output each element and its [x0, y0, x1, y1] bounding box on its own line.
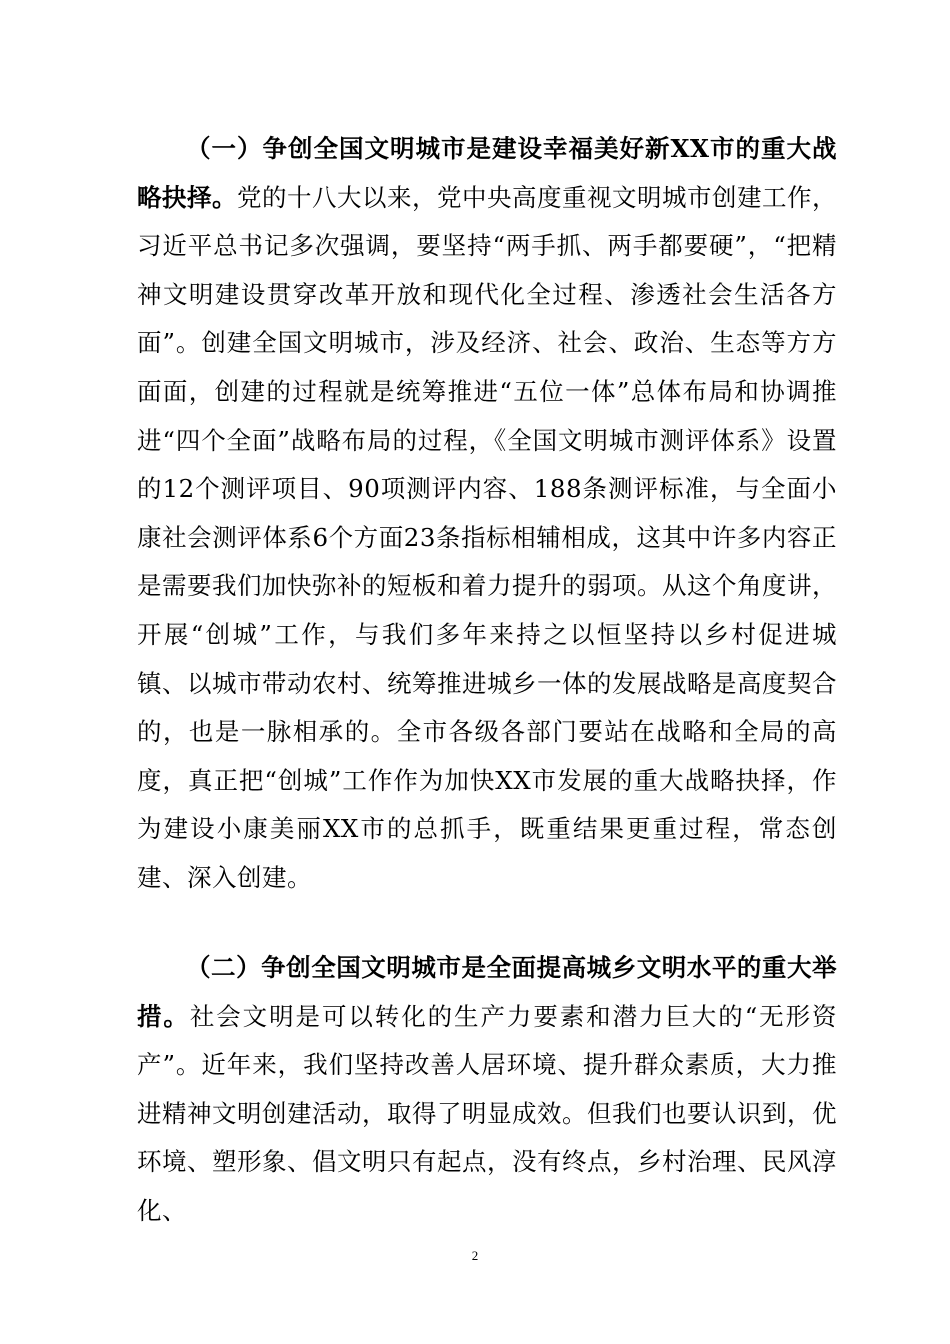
paragraph-1-heading: （一）争创全国文明城市是建设幸福美好新XX市的重大战略抉择。: [137, 134, 837, 212]
paragraph-1: [137, 125, 837, 903]
paragraph-2-heading: （二）争创全国文明城市是全面提高城乡文明水平的重大举措。: [137, 953, 837, 1031]
paragraph-2-body: 社会文明是可以转化的生产力要素和潜力巨大的“无形资产”。近年来，我们坚持改善人居环境、提升群众素质，大力推进精神文明创建活动，取得了明显成效。但我们也要认识到，优环境、塑形象、倡文明只有起点，没有终点，乡村治理、民风淳化、: [137, 1001, 837, 1225]
paragraph-2: [137, 944, 837, 1236]
paragraph-1-body: 党的十八大以来，党中央高度重视文明城市创建工作，习近平总书记多次强调，要坚持“两手抓、两手都要硬”，“把精神文明建设贯穿改革开放和现代化全过程、渗透社会生活各方面”。创建全国文明城市，涉及经济、社会、政治、生态等方方面面，创建的过程就是统筹推进“五位一体”总体布局和协调推进“四个全面”战略布局的过程，《全国文明城市测评体系》设置的12个测评项目、90项测评内容、188条测评标准，与全面小康社会测评体系6个方面23条指标相辅相成，这其中许多内容正是需要我们加快弥补的短板和着力提升的弱项。从这个角度讲，开展“创城”工作，与我们多年来持之以恒坚持以乡村促进城镇、以城市带动农村、统筹推进城乡一体的发展战略是高度契合的，也是一脉相承的。全市各级各部门要站在战略和全局的高度，真正把“创城”工作作为加快XX市发展的重大战略抉择，作为建设小康美丽XX市的总抓手，既重结果更重过程，常态创建、深入创建。: [137, 182, 837, 892]
page-number: 2: [471, 1248, 479, 1263]
